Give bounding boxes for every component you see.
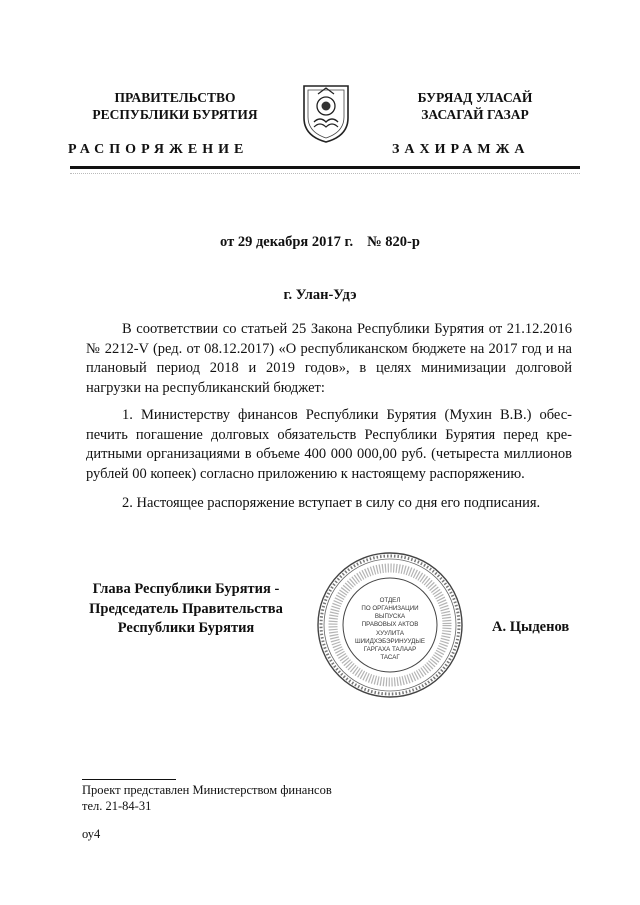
preamble-paragraph: В соответствии со статьей 25 Закона Республики Бурятия от 21.12.2016 № 2212-V (ред. от 08.12.2017) «О республиканском бюджете на 2017 год и на плановый период 2018 и 2019 годов», в целях минимизации долговой нагрузки на республиканский бюджет: — [86, 321, 572, 396]
signatory-title — [82, 580, 290, 639]
svg-text:ГАРГАХА ТАЛААР: ГАРГАХА ТАЛААР — [363, 646, 417, 653]
signatory-name: А. Цыденов — [492, 619, 570, 635]
document-number: № 820-р — [367, 234, 420, 250]
official-stamp-icon — [315, 550, 465, 700]
issuer-line-2: РЕСПУБЛИКИ БУРЯТИЯ — [92, 107, 258, 122]
footnote-divider — [82, 779, 176, 780]
svg-text:ШИИДХЭБЭРИНУУДЫЕ: ШИИДХЭБЭРИНУУДЫЕ — [355, 638, 425, 645]
issuer-buryat-line-1: БУРЯАД УЛАСАЙ — [417, 90, 533, 105]
footnote-submitted-by: Проект представлен Министерством финансов — [82, 783, 332, 797]
svg-text:ВЫПУСКА: ВЫПУСКА — [374, 613, 406, 620]
footnote-phone: тел. 21-84-31 — [82, 799, 152, 813]
svg-text:ТАСАГ: ТАСАГ — [380, 654, 400, 661]
issuer-buryat-line-2: ЗАСАГАЙ ГАЗАР — [421, 107, 529, 122]
issuer-name-russian — [70, 89, 280, 123]
document-date: от 29 декабря 2017 г. — [220, 234, 354, 250]
clause-2: 2. Настоящее распоряжение вступает в силу со дня его подписания. — [122, 495, 541, 511]
svg-text:ХУУЛИТА: ХУУЛИТА — [376, 630, 404, 637]
signatory-title-line-2: Председатель Правительства — [89, 600, 283, 617]
svg-text:ОТДЕЛ: ОТДЕЛ — [379, 597, 401, 604]
svg-text:ПРАВОВЫХ АКТОВ: ПРАВОВЫХ АКТОВ — [361, 621, 419, 628]
issuer-line-1: ПРАВИТЕЛЬСТВО — [114, 90, 236, 105]
clause-1: 1. Министерству финансов Республики Бурятия (Мухин В.В.) обеспечить погашение долговых обязательств Республики Бурятия перед кредитными организациями в объеме 400 000 000,00 руб. (четыреста миллионов рублей 00 копеек) согласно приложению к настоящему распоряжению. — [86, 407, 572, 482]
doc-type-russian: РАСПОРЯЖЕНИЕ — [68, 142, 249, 157]
header-divider — [70, 166, 580, 169]
signatory-title-line-3: Республики Бурятия — [117, 620, 255, 636]
document-date-number — [0, 234, 640, 251]
footnote-code: оу4 — [82, 827, 101, 841]
document-city: г. Улан-Удэ — [283, 287, 357, 303]
signatory-title-line-1: Глава Республики Бурятия - — [92, 581, 280, 597]
doc-type-buryat: ЗАХИРАМЖА — [392, 142, 530, 157]
coat-of-arms-icon — [300, 82, 352, 144]
issuer-name-buryat — [375, 89, 575, 123]
svg-text:ПО ОРГАНИЗАЦИИ: ПО ОРГАНИЗАЦИИ — [361, 605, 419, 612]
header-dotted-line — [70, 173, 580, 174]
